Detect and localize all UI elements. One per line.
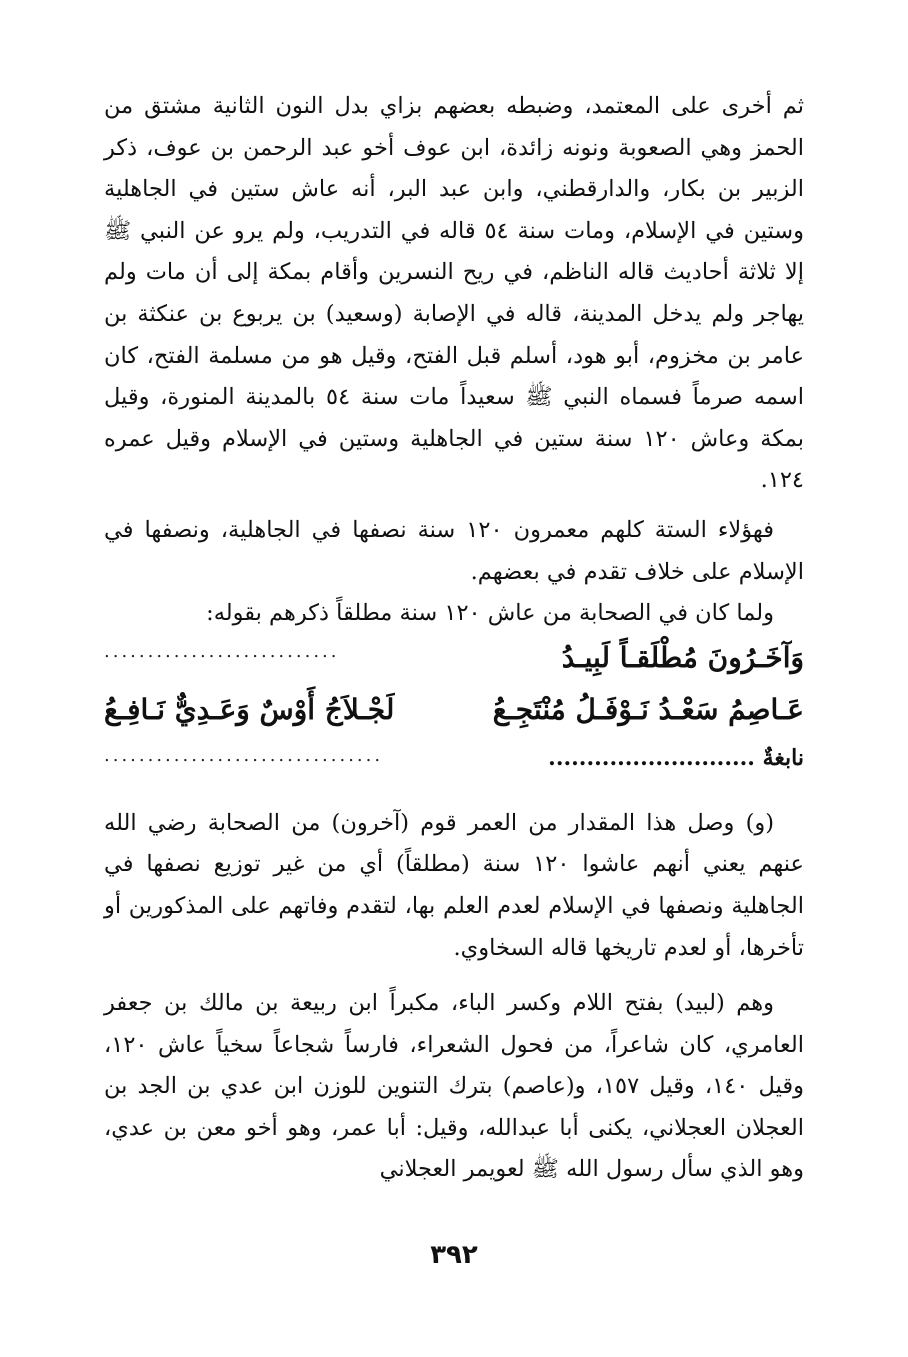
paragraph-2: فهؤلاء الستة كلهم معمرون ١٢٠ سنة نصفها في الجاهلية، ونصفها في الإسلام على خلاف تقدم في بعضهم. <box>104 516 804 585</box>
verse-line-2 <box>104 693 804 745</box>
verse-line-1 <box>104 641 804 693</box>
paragraph-3: ولما كان في الصحابة من عاش ١٢٠ سنة مطلقاً ذكرهم بقوله: <box>206 600 774 627</box>
verse-3-first-hemistich: نابغةٌ ........................... <box>548 744 804 771</box>
paragraph-1: ثم أخرى على المعتمد، وضبطه بعضهم بزاي بدل النون الثانية مشتق من الحمز وهي الصعوبة ونونه زائدة، ابن عوف أخو عبد الرحمن بن عوف، ذكر الزبير بن بكار، والدارقطني، وابن عبد البر، أنه عاش ستين في الجاهلية وستين في الإسلام، ومات سنة ٥٤ قاله في التدريب، ولم يرو عن النبي ﷺ إلا ثلاثة أحاديث قاله الناظم، في ريح النسرين وأقام بمكة إلى أن مات ولم يهاجر ولم يدخل المدينة، قاله في الإصابة (وسعيد) بن يربوع بن عنكثة بن عامر بن مخزوم، أبو هود، أسلم قبل الفتح، وقيل هو من مسلمة الفتح، كان اسمه صرماً فسماه النبي ﷺ سعيداً مات سنة ٥٤ بالمدينة المنورة، وقيل بمكة وعاش ١٢٠ سنة ستين في الجاهلية وستين في الإسلام وقيل عمره ١٢٤. <box>104 93 804 494</box>
poem-verses <box>104 641 804 789</box>
verse-2-second-hemistich: لَجْـلاَجُ أَوْسٌ وَعَـدِيٌّ نَـافِـعُ <box>104 692 395 726</box>
paragraph-4: (و) وصل هذا المقدار من العمر قوم (آخرون) من الصحابة رضي الله عنهم يعني أنهم عاشوا ١٢٠ سنة (مطلقاً) أي من غير توزيع نصفها في الجاهلية ونصفها في الإسلام لعدم العلم بها، لتقدم وفاتهم على المذكورين أو تأخرها، أو لعدم تاريخها قاله السخاوي. <box>104 809 804 961</box>
verse-1-second-hemistich: ........................... <box>104 640 340 662</box>
verse-1-first-hemistich: وَآخَـرُونَ مُطْلَقـاً لَبِيـدُ <box>561 640 804 674</box>
page-body <box>104 86 804 1191</box>
page-number: ٣٩٢ <box>430 1240 478 1270</box>
verse-line-3 <box>104 745 804 789</box>
paragraph-5: وهم (لبيد) بفتح اللام وكسر الباء، مكبراً ابن ربيعة بن مالك بن جعفر العامري، كان شاعراً، من فحول الشعراء، فارساً شجاعاً سخياً عاش ١٢٠، وقيل ١٤٠، وقيل ١٥٧، و(عاصم) بترك التنوين للوزن ابن عدي بن الجد بن العجلان العجلاني، يكنى أبا عبدالله، وقيل: أبا عمر، وهو أخو معن بن عدي، وهو الذي سأل رسول الله ﷺ لعويمر العجلاني <box>104 990 804 1183</box>
verse-3-second-hemistich: ................................ <box>104 744 384 766</box>
verse-2-first-hemistich: عَـاصِمُ سَعْـدُ نَـوْفَـلُ مُنْتَجِـعُ <box>492 692 804 726</box>
